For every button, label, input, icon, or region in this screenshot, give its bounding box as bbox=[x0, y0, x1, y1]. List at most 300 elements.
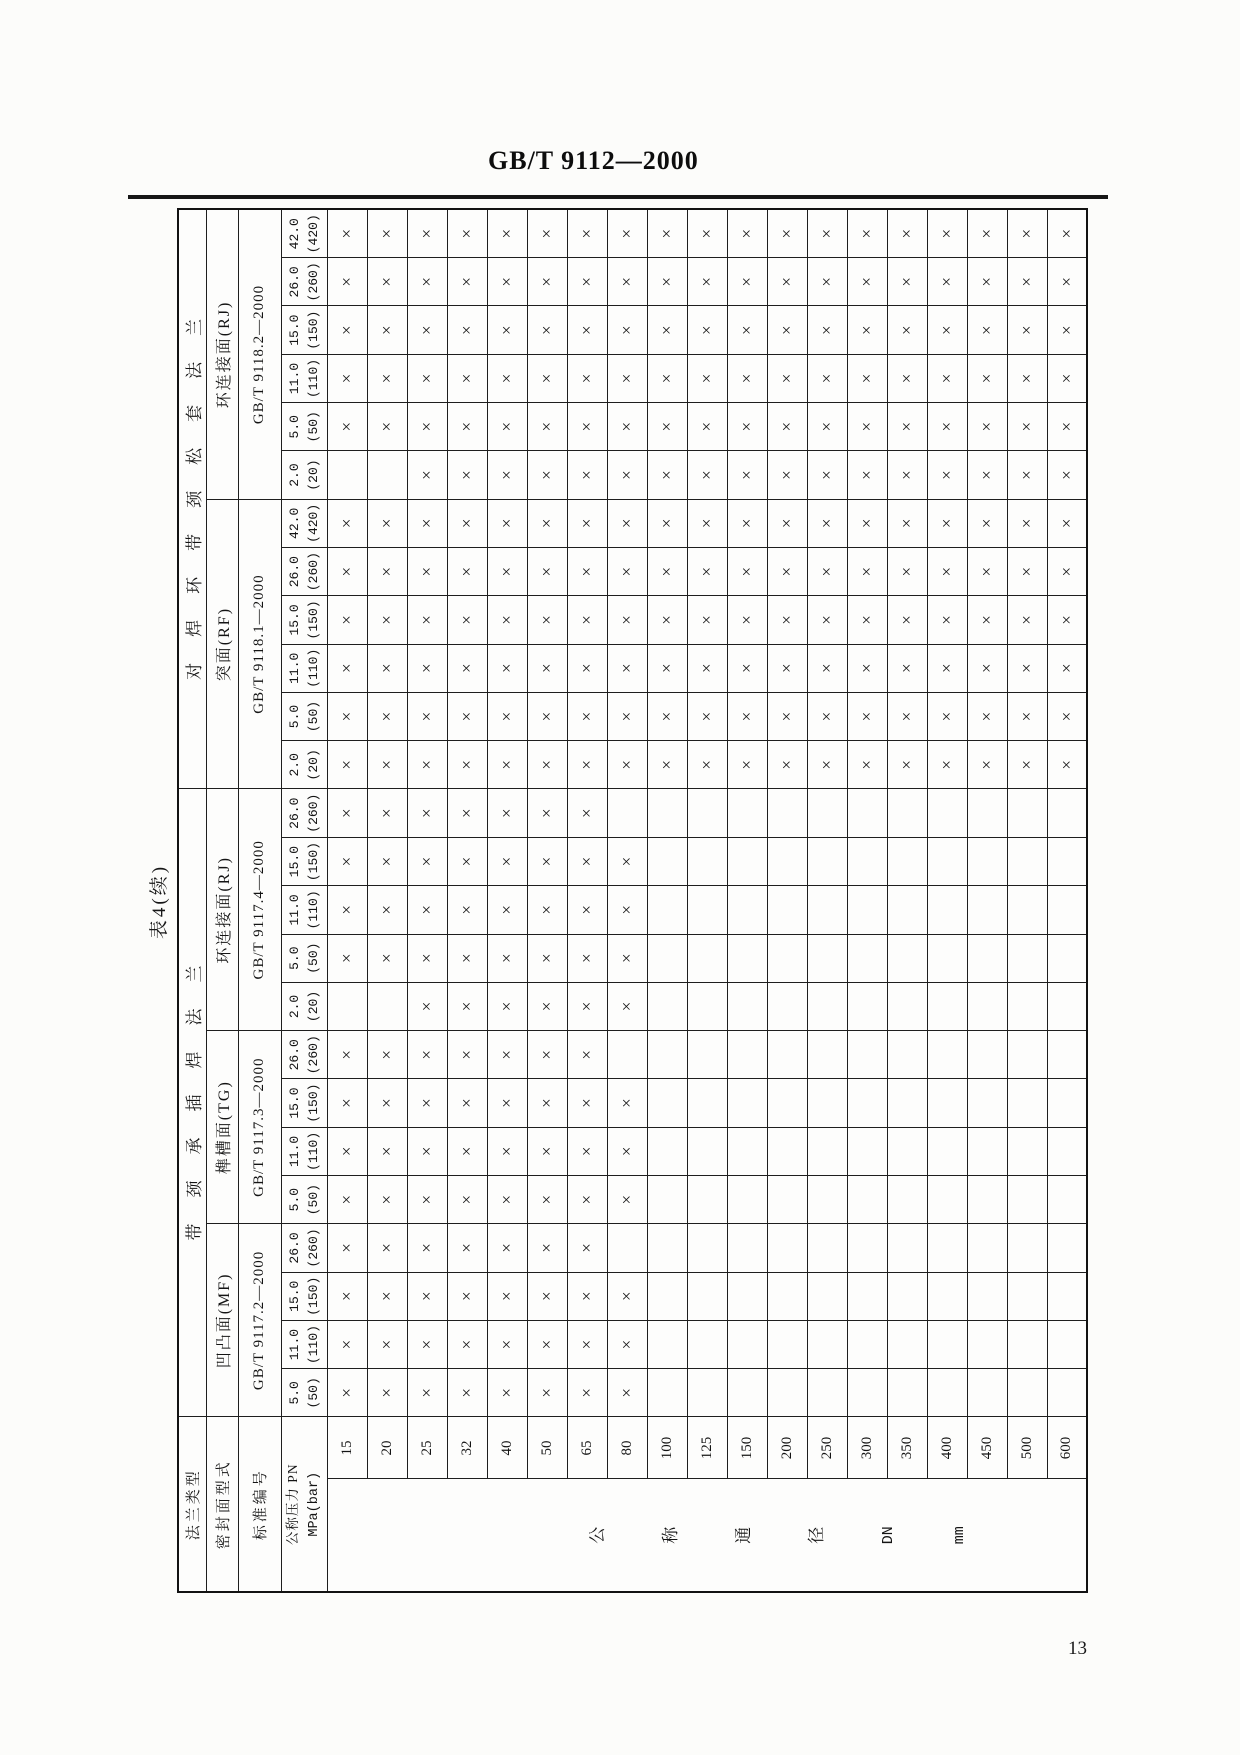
availability-mark-cell: × bbox=[807, 644, 847, 692]
empty-cell bbox=[847, 837, 887, 885]
availability-mark-cell: × bbox=[407, 934, 447, 982]
availability-mark-cell: × bbox=[647, 644, 687, 692]
availability-mark-cell: × bbox=[647, 741, 687, 789]
availability-mark-cell: × bbox=[567, 1320, 607, 1368]
empty-cell bbox=[727, 934, 767, 982]
availability-mark-cell: × bbox=[407, 1272, 447, 1320]
empty-cell bbox=[847, 982, 887, 1030]
table-title: 表4(续) bbox=[148, 863, 170, 940]
availability-mark-cell: × bbox=[407, 837, 447, 885]
empty-cell bbox=[1047, 934, 1087, 982]
empty-cell bbox=[1007, 1320, 1047, 1368]
availability-mark-cell: × bbox=[527, 499, 567, 547]
availability-mark-cell: × bbox=[447, 692, 487, 740]
availability-mark-cell: × bbox=[327, 1320, 367, 1368]
empty-cell bbox=[847, 1176, 887, 1224]
dn-axis-char: 称 bbox=[660, 1526, 680, 1544]
pressure-mpa: 5.0 bbox=[286, 946, 302, 970]
availability-mark-cell: × bbox=[927, 547, 967, 595]
availability-mark-cell: × bbox=[367, 258, 407, 306]
pressure-mpa: 26.0 bbox=[286, 556, 302, 588]
availability-mark-cell: × bbox=[967, 692, 1007, 740]
availability-mark-cell: × bbox=[487, 741, 527, 789]
availability-mark-cell: × bbox=[1047, 354, 1087, 402]
availability-mark-cell: × bbox=[887, 499, 927, 547]
empty-cell bbox=[1007, 1079, 1047, 1127]
empty-cell bbox=[847, 1079, 887, 1127]
availability-mark-cell: × bbox=[527, 837, 567, 885]
empty-cell bbox=[1047, 789, 1087, 837]
availability-mark-cell: × bbox=[527, 1127, 567, 1175]
empty-cell bbox=[887, 1127, 927, 1175]
empty-cell bbox=[887, 1320, 927, 1368]
availability-mark-cell: × bbox=[567, 886, 607, 934]
empty-cell bbox=[687, 837, 727, 885]
empty-cell bbox=[687, 1127, 727, 1175]
availability-mark-cell: × bbox=[327, 934, 367, 982]
empty-cell bbox=[1007, 789, 1047, 837]
empty-cell bbox=[807, 789, 847, 837]
pressure-bar: (260) bbox=[306, 793, 321, 833]
availability-mark-cell: × bbox=[567, 789, 607, 837]
availability-mark-cell: × bbox=[407, 258, 447, 306]
pressure-mpa: 42.0 bbox=[286, 218, 302, 250]
pressure-value bbox=[281, 692, 327, 740]
availability-mark-cell: × bbox=[407, 1127, 447, 1175]
availability-mark-cell: × bbox=[567, 644, 607, 692]
pressure-mpa: 42.0 bbox=[286, 507, 302, 539]
empty-cell bbox=[1047, 1224, 1087, 1272]
pressure-value bbox=[281, 934, 327, 982]
empty-cell bbox=[847, 1127, 887, 1175]
pressure-value bbox=[281, 209, 327, 257]
availability-mark-cell: × bbox=[367, 499, 407, 547]
empty-cell bbox=[687, 789, 727, 837]
empty-cell bbox=[767, 1176, 807, 1224]
empty-cell bbox=[327, 982, 367, 1030]
empty-cell bbox=[1007, 1369, 1047, 1417]
empty-cell bbox=[727, 1320, 767, 1368]
availability-mark-cell: × bbox=[927, 403, 967, 451]
pressure-mpa: 2.0 bbox=[286, 463, 302, 487]
availability-mark-cell: × bbox=[447, 1369, 487, 1417]
pressure-value bbox=[281, 1127, 327, 1175]
dn-value: 32 bbox=[447, 1417, 487, 1479]
availability-mark-cell: × bbox=[607, 934, 647, 982]
pressure-bar: (20) bbox=[306, 749, 321, 781]
pressure-bar: (150) bbox=[306, 842, 321, 882]
corner-nominal-pressure bbox=[281, 1417, 327, 1592]
availability-mark-cell: × bbox=[687, 258, 727, 306]
availability-mark-cell: × bbox=[767, 451, 807, 499]
pressure-mpa: 26.0 bbox=[286, 1039, 302, 1071]
empty-cell bbox=[927, 1369, 967, 1417]
availability-mark-cell: × bbox=[527, 789, 567, 837]
empty-cell bbox=[807, 1079, 847, 1127]
pressure-bar: (260) bbox=[306, 262, 321, 302]
availability-mark-cell: × bbox=[687, 547, 727, 595]
availability-mark-cell: × bbox=[527, 982, 567, 1030]
pressure-mpa: 15.0 bbox=[286, 1280, 302, 1312]
availability-mark-cell: × bbox=[327, 1176, 367, 1224]
empty-cell bbox=[887, 1079, 927, 1127]
availability-mark-cell: × bbox=[767, 306, 807, 354]
availability-mark-cell: × bbox=[527, 596, 567, 644]
availability-mark-cell: × bbox=[967, 644, 1007, 692]
availability-mark-cell: × bbox=[607, 982, 647, 1030]
pressure-value bbox=[281, 1224, 327, 1272]
empty-cell bbox=[687, 1272, 727, 1320]
availability-mark-cell: × bbox=[807, 354, 847, 402]
pressure-mpa: 2.0 bbox=[286, 753, 302, 777]
empty-cell bbox=[927, 934, 967, 982]
empty-cell bbox=[807, 934, 847, 982]
availability-mark-cell: × bbox=[447, 1031, 487, 1079]
empty-cell bbox=[727, 982, 767, 1030]
availability-mark-cell: × bbox=[847, 403, 887, 451]
availability-mark-cell: × bbox=[447, 837, 487, 885]
availability-mark-cell: × bbox=[567, 741, 607, 789]
empty-cell bbox=[767, 789, 807, 837]
dn-axis-label-stack bbox=[447, 1480, 967, 1592]
availability-mark-cell: × bbox=[807, 499, 847, 547]
empty-cell bbox=[887, 837, 927, 885]
availability-mark-cell: × bbox=[367, 209, 407, 257]
availability-mark-cell: × bbox=[767, 499, 807, 547]
empty-cell bbox=[887, 1176, 927, 1224]
availability-mark-cell: × bbox=[567, 499, 607, 547]
availability-mark-cell: × bbox=[527, 306, 567, 354]
dn-value: 600 bbox=[1047, 1417, 1087, 1479]
availability-mark-cell: × bbox=[487, 644, 527, 692]
availability-mark-cell: × bbox=[607, 1320, 647, 1368]
empty-cell bbox=[927, 1127, 967, 1175]
availability-mark-cell: × bbox=[447, 1176, 487, 1224]
empty-cell bbox=[887, 982, 927, 1030]
availability-mark-cell: × bbox=[327, 692, 367, 740]
empty-cell bbox=[967, 1272, 1007, 1320]
availability-mark-cell: × bbox=[367, 886, 407, 934]
availability-mark-cell: × bbox=[607, 306, 647, 354]
empty-cell bbox=[727, 886, 767, 934]
availability-mark-cell: × bbox=[887, 692, 927, 740]
availability-mark-cell: × bbox=[607, 1176, 647, 1224]
empty-cell bbox=[647, 1176, 687, 1224]
availability-mark-cell: × bbox=[847, 547, 887, 595]
availability-mark-cell: × bbox=[487, 209, 527, 257]
availability-mark-cell: × bbox=[447, 547, 487, 595]
availability-mark-cell: × bbox=[687, 403, 727, 451]
availability-mark-cell: × bbox=[927, 209, 967, 257]
empty-cell bbox=[607, 789, 647, 837]
pressure-bar: (50) bbox=[306, 411, 321, 443]
availability-mark-cell: × bbox=[887, 741, 927, 789]
availability-mark-cell: × bbox=[847, 451, 887, 499]
empty-cell bbox=[887, 1031, 927, 1079]
availability-mark-cell: × bbox=[607, 837, 647, 885]
availability-mark-cell: × bbox=[367, 644, 407, 692]
availability-mark-cell: × bbox=[447, 1272, 487, 1320]
availability-mark-cell: × bbox=[527, 258, 567, 306]
availability-mark-cell: × bbox=[487, 1031, 527, 1079]
availability-mark-cell: × bbox=[327, 886, 367, 934]
availability-mark-cell: × bbox=[1007, 547, 1047, 595]
pressure-value bbox=[281, 982, 327, 1030]
availability-mark-cell: × bbox=[567, 403, 607, 451]
corner-standard-number: 标准编号 bbox=[238, 1417, 281, 1592]
empty-cell bbox=[1047, 837, 1087, 885]
availability-mark-cell: × bbox=[567, 354, 607, 402]
availability-mark-cell: × bbox=[887, 644, 927, 692]
availability-mark-cell: × bbox=[447, 209, 487, 257]
availability-mark-cell: × bbox=[807, 451, 847, 499]
availability-mark-cell: × bbox=[807, 306, 847, 354]
empty-cell bbox=[647, 886, 687, 934]
availability-mark-cell: × bbox=[807, 596, 847, 644]
availability-mark-cell: × bbox=[1047, 451, 1087, 499]
availability-mark-cell: × bbox=[847, 258, 887, 306]
availability-mark-cell: × bbox=[1007, 741, 1047, 789]
availability-mark-cell: × bbox=[487, 1369, 527, 1417]
pressure-mpa: 15.0 bbox=[286, 314, 302, 346]
availability-mark-cell: × bbox=[767, 596, 807, 644]
empty-cell bbox=[687, 982, 727, 1030]
availability-mark-cell: × bbox=[487, 1272, 527, 1320]
empty-cell bbox=[767, 1127, 807, 1175]
availability-mark-cell: × bbox=[407, 403, 447, 451]
availability-mark-cell: × bbox=[367, 1224, 407, 1272]
availability-mark-cell: × bbox=[687, 354, 727, 402]
empty-cell bbox=[847, 1369, 887, 1417]
empty-cell bbox=[967, 934, 1007, 982]
empty-cell bbox=[607, 1224, 647, 1272]
dn-value: 450 bbox=[967, 1417, 1007, 1479]
availability-mark-cell: × bbox=[807, 692, 847, 740]
page-number: 13 bbox=[1068, 1638, 1087, 1659]
availability-mark-cell: × bbox=[687, 451, 727, 499]
empty-cell bbox=[767, 1224, 807, 1272]
empty-cell bbox=[807, 1127, 847, 1175]
availability-mark-cell: × bbox=[727, 403, 767, 451]
availability-mark-cell: × bbox=[1007, 354, 1047, 402]
availability-mark-cell: × bbox=[487, 354, 527, 402]
empty-cell bbox=[687, 1176, 727, 1224]
empty-cell bbox=[727, 1031, 767, 1079]
empty-cell bbox=[327, 451, 367, 499]
empty-cell bbox=[807, 982, 847, 1030]
pressure-value bbox=[281, 1320, 327, 1368]
document-number-header: GB/T 9112—2000 bbox=[488, 146, 699, 175]
availability-mark-cell: × bbox=[927, 306, 967, 354]
empty-cell bbox=[967, 886, 1007, 934]
pressure-value bbox=[281, 354, 327, 402]
flange-matrix-table bbox=[177, 208, 1088, 1593]
availability-mark-cell: × bbox=[527, 644, 567, 692]
empty-cell bbox=[1007, 886, 1047, 934]
pressure-mpa: 26.0 bbox=[286, 266, 302, 298]
availability-mark-cell: × bbox=[527, 1320, 567, 1368]
empty-cell bbox=[367, 982, 407, 1030]
empty-cell bbox=[847, 886, 887, 934]
empty-cell bbox=[1047, 1369, 1087, 1417]
availability-mark-cell: × bbox=[887, 209, 927, 257]
availability-mark-cell: × bbox=[487, 258, 527, 306]
rotated-table-inner bbox=[137, 210, 1083, 1593]
availability-mark-cell: × bbox=[567, 837, 607, 885]
availability-mark-cell: × bbox=[1047, 499, 1087, 547]
availability-mark-cell: × bbox=[927, 596, 967, 644]
empty-cell bbox=[887, 789, 927, 837]
availability-mark-cell: × bbox=[447, 354, 487, 402]
empty-cell bbox=[687, 886, 727, 934]
empty-cell bbox=[767, 886, 807, 934]
availability-mark-cell: × bbox=[967, 499, 1007, 547]
empty-cell bbox=[687, 1031, 727, 1079]
pressure-value bbox=[281, 547, 327, 595]
empty-cell bbox=[967, 982, 1007, 1030]
availability-mark-cell: × bbox=[1047, 258, 1087, 306]
empty-cell bbox=[767, 1369, 807, 1417]
availability-mark-cell: × bbox=[567, 1369, 607, 1417]
availability-mark-cell: × bbox=[327, 644, 367, 692]
corner-flange-type: 法兰类型 bbox=[178, 1417, 206, 1592]
availability-mark-cell: × bbox=[647, 209, 687, 257]
pressure-value bbox=[281, 306, 327, 354]
pressure-mpa: 11.0 bbox=[286, 894, 302, 926]
empty-cell bbox=[847, 1224, 887, 1272]
pressure-mpa: 15.0 bbox=[286, 845, 302, 878]
availability-mark-cell: × bbox=[767, 644, 807, 692]
pressure-mpa: 26.0 bbox=[286, 1232, 302, 1264]
pressure-mpa: 26.0 bbox=[286, 797, 302, 829]
availability-mark-cell: × bbox=[927, 258, 967, 306]
empty-cell bbox=[967, 1079, 1007, 1127]
availability-mark-cell: × bbox=[767, 354, 807, 402]
empty-cell bbox=[727, 1272, 767, 1320]
availability-mark-cell: × bbox=[727, 451, 767, 499]
availability-mark-cell: × bbox=[927, 644, 967, 692]
availability-mark-cell: × bbox=[687, 644, 727, 692]
availability-mark-cell: × bbox=[407, 451, 447, 499]
availability-mark-cell: × bbox=[1007, 306, 1047, 354]
empty-cell bbox=[1007, 982, 1047, 1030]
availability-mark-cell: × bbox=[607, 258, 647, 306]
availability-mark-cell: × bbox=[727, 644, 767, 692]
availability-mark-cell: × bbox=[967, 258, 1007, 306]
empty-cell bbox=[1047, 1176, 1087, 1224]
availability-mark-cell: × bbox=[1047, 741, 1087, 789]
availability-mark-cell: × bbox=[567, 1176, 607, 1224]
availability-mark-cell: × bbox=[567, 1031, 607, 1079]
availability-mark-cell: × bbox=[687, 596, 727, 644]
availability-mark-cell: × bbox=[1007, 596, 1047, 644]
availability-mark-cell: × bbox=[567, 1272, 607, 1320]
availability-mark-cell: × bbox=[327, 741, 367, 789]
availability-mark-cell: × bbox=[327, 1079, 367, 1127]
availability-mark-cell: × bbox=[767, 692, 807, 740]
empty-cell bbox=[647, 982, 687, 1030]
availability-mark-cell: × bbox=[607, 451, 647, 499]
availability-mark-cell: × bbox=[447, 306, 487, 354]
empty-cell bbox=[647, 1320, 687, 1368]
availability-mark-cell: × bbox=[607, 1127, 647, 1175]
pressure-value bbox=[281, 1079, 327, 1127]
header-rule bbox=[128, 195, 1108, 199]
availability-mark-cell: × bbox=[847, 499, 887, 547]
pressure-value bbox=[281, 1176, 327, 1224]
availability-mark-cell: × bbox=[527, 741, 567, 789]
availability-mark-cell: × bbox=[527, 403, 567, 451]
availability-mark-cell: × bbox=[567, 982, 607, 1030]
availability-mark-cell: × bbox=[727, 354, 767, 402]
empty-cell bbox=[967, 1031, 1007, 1079]
availability-mark-cell: × bbox=[487, 1176, 527, 1224]
availability-mark-cell: × bbox=[367, 354, 407, 402]
availability-mark-cell: × bbox=[367, 306, 407, 354]
empty-cell bbox=[927, 982, 967, 1030]
availability-mark-cell: × bbox=[447, 596, 487, 644]
standard-number: GB/T 9117.2—2000 bbox=[238, 1224, 281, 1417]
availability-mark-cell: × bbox=[847, 209, 887, 257]
availability-mark-cell: × bbox=[847, 306, 887, 354]
availability-mark-cell: × bbox=[407, 596, 447, 644]
empty-cell bbox=[1047, 1320, 1087, 1368]
availability-mark-cell: × bbox=[487, 837, 527, 885]
availability-mark-cell: × bbox=[807, 209, 847, 257]
dn-value: 500 bbox=[1007, 1417, 1047, 1479]
availability-mark-cell: × bbox=[527, 692, 567, 740]
empty-cell bbox=[1007, 1224, 1047, 1272]
empty-cell bbox=[967, 789, 1007, 837]
availability-mark-cell: × bbox=[327, 306, 367, 354]
pressure-mpa: 5.0 bbox=[286, 1187, 302, 1212]
availability-mark-cell: × bbox=[727, 547, 767, 595]
pressure-bar: (420) bbox=[306, 503, 321, 543]
standard-number: GB/T 9118.1—2000 bbox=[238, 499, 281, 789]
empty-cell bbox=[1007, 1127, 1047, 1175]
pressure-bar: (110) bbox=[306, 1325, 321, 1365]
availability-mark-cell: × bbox=[567, 209, 607, 257]
availability-mark-cell: × bbox=[887, 451, 927, 499]
availability-mark-cell: × bbox=[407, 209, 447, 257]
availability-mark-cell: × bbox=[447, 1079, 487, 1127]
availability-mark-cell: × bbox=[647, 499, 687, 547]
availability-mark-cell: × bbox=[327, 209, 367, 257]
pressure-value bbox=[281, 789, 327, 837]
empty-cell bbox=[647, 1272, 687, 1320]
availability-mark-cell: × bbox=[367, 789, 407, 837]
availability-mark-cell: × bbox=[927, 499, 967, 547]
availability-mark-cell: × bbox=[447, 1224, 487, 1272]
empty-cell bbox=[887, 886, 927, 934]
empty-cell bbox=[927, 789, 967, 837]
dn-axis-label bbox=[327, 1479, 1087, 1592]
empty-cell bbox=[807, 1272, 847, 1320]
availability-mark-cell: × bbox=[727, 209, 767, 257]
availability-mark-cell: × bbox=[927, 354, 967, 402]
availability-mark-cell: × bbox=[607, 1079, 647, 1127]
availability-mark-cell: × bbox=[647, 692, 687, 740]
availability-mark-cell: × bbox=[967, 596, 1007, 644]
empty-cell bbox=[687, 934, 727, 982]
empty-cell bbox=[967, 1369, 1007, 1417]
availability-mark-cell: × bbox=[1007, 499, 1047, 547]
availability-mark-cell: × bbox=[447, 741, 487, 789]
empty-cell bbox=[727, 1176, 767, 1224]
availability-mark-cell: × bbox=[567, 1079, 607, 1127]
dn-value: 200 bbox=[767, 1417, 807, 1479]
dn-value: 15 bbox=[327, 1417, 367, 1479]
